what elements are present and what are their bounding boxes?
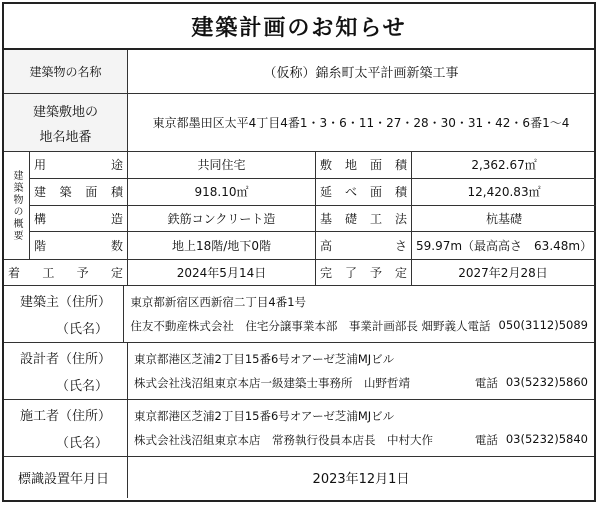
overview-item-label-char: 建 [34, 185, 47, 200]
overview-row [30, 152, 596, 179]
overview-item-label-right-char: 延 [320, 185, 333, 200]
overview-item-label-char: 積 [110, 185, 123, 200]
overview-label: 建築物の概要 [4, 152, 30, 259]
posted-date: 2023年12月1日 [312, 472, 410, 487]
builder-label-address: 施工者（住所） [20, 409, 112, 424]
owner-address: 東京都新宿区西新宿二丁目4番1号 [130, 295, 307, 309]
designer-label-address: 設計者（住所） [20, 352, 112, 367]
start-label-char: 予 [76, 266, 89, 280]
overview-item-label-char: 用 [34, 158, 47, 173]
builder-tel: 03(5232)5840 [505, 432, 588, 446]
site-label [4, 94, 128, 151]
end-label-char: 完 [320, 266, 333, 280]
end-label-char: 予 [369, 266, 382, 280]
end-label-char: 了 [344, 266, 357, 280]
owner-name: 住友不動産株式会社 住宅分譲事業本部 事業計画部長 畑野義人 [130, 319, 468, 333]
overview-item-label-right-char: 積 [394, 185, 407, 200]
overview-item-label-right [316, 179, 412, 205]
owner-info [124, 286, 594, 342]
overview-item-label-right-char: 地 [344, 158, 357, 173]
overview-item-value-right: 杭基礎 [486, 211, 523, 226]
designer-address: 東京都港区芝浦2丁目15番6号オアーゼ芝浦MJビル [134, 352, 395, 366]
site-label-line1: 建築敷地の [32, 104, 98, 120]
designer-name: 株式会社浅沼組東京本店一級建築士事務所 山野哲靖 [134, 376, 410, 390]
designer-label-name: （氏名） [56, 379, 109, 394]
overview-item-label [30, 232, 128, 259]
designer-tel-label: 電話 [474, 376, 498, 390]
overview-item-label [30, 206, 128, 232]
site-row [4, 94, 594, 152]
start-label-char: 着 [8, 266, 21, 280]
owner-label [4, 286, 124, 342]
overview-item-label-char: 面 [85, 185, 98, 200]
overview-item-label-right [316, 232, 412, 259]
overview-item-value: 鉄筋コンクリート造 [128, 206, 316, 232]
designer-info [128, 343, 594, 399]
overview-item-label-right-char: 面 [369, 185, 382, 200]
overview-row [30, 232, 596, 259]
overview-item-label-char: 造 [110, 211, 123, 226]
designer-row [4, 343, 594, 400]
notice-board [2, 2, 596, 502]
overview-item-label-right-char: 礎 [344, 211, 357, 226]
site-label-line2: 地名地番 [39, 129, 92, 145]
page-title: 建築計画のお知らせ [4, 4, 594, 50]
end-label [316, 260, 412, 285]
overview-item-label-right-char: 工 [369, 211, 382, 226]
site-value: 東京都墨田区太平4丁目4番1・3・6・11・27・28・30・31・42・6番1〜4 [152, 116, 570, 130]
schedule-row [4, 260, 594, 286]
owner-tel-label: 電話 [467, 319, 491, 333]
start-label [4, 260, 128, 285]
overview-item-label [30, 152, 128, 178]
overview-item-label-char: 築 [59, 185, 72, 200]
overview-item-label-right-char: 高 [320, 239, 333, 254]
overview-item-label [30, 179, 128, 205]
overview-item-value-right: 2,362.67㎡ [471, 158, 537, 173]
start-label-char: 工 [42, 266, 55, 280]
start-label-char: 定 [110, 266, 123, 280]
overview-block [4, 152, 594, 260]
end-label-char: 定 [394, 266, 407, 280]
builder-name: 株式会社浅沼組東京本店 常務執行役員本店長 中村大作 [134, 433, 433, 447]
overview-item-label-char: 構 [34, 211, 47, 226]
overview-item-label-right [316, 152, 412, 178]
overview-item-value: 918.10㎡ [128, 179, 316, 205]
builder-label-name: （氏名） [56, 436, 109, 451]
overview-item-label-char: 数 [110, 239, 123, 254]
overview-item-label-char: 途 [110, 158, 123, 173]
posted-row [4, 457, 594, 498]
overview-item-value: 共同住宅 [128, 152, 316, 178]
designer-tel: 03(5232)5860 [505, 375, 588, 389]
overview-item-value: 地上18階/地下0階 [128, 232, 316, 259]
owner-label-name: （氏名） [56, 322, 109, 337]
owner-tel: 050(3112)5089 [498, 318, 588, 332]
overview-row [30, 179, 596, 206]
builder-address: 東京都港区芝浦2丁目15番6号オアーゼ芝浦MJビル [134, 409, 395, 423]
overview-item-label-right-char: べ [344, 185, 357, 200]
overview-item-label-char: 階 [34, 239, 47, 254]
end-date: 2027年2月28日 [458, 266, 548, 280]
builder-row [4, 400, 594, 457]
owner-label-address: 建築主（住所） [20, 295, 112, 310]
overview-item-label-right-char: 面 [369, 158, 382, 173]
builder-label [4, 400, 128, 456]
owner-row [4, 286, 594, 343]
building-name-row [4, 50, 594, 94]
overview-table [30, 152, 596, 259]
posted-label: 標識設置年月日 [4, 457, 128, 498]
overview-item-label-right-char: 法 [394, 211, 407, 226]
designer-label [4, 343, 128, 399]
building-name-value: （仮称）錦糸町太平計画新築工事 [263, 66, 459, 81]
overview-item-label-right-char: 積 [394, 158, 407, 173]
builder-tel-label: 電話 [474, 433, 498, 447]
overview-item-label-right-char: 基 [320, 211, 333, 226]
building-name-label: 建築物の名称 [4, 50, 128, 93]
overview-item-label-right-char: さ [394, 239, 407, 254]
overview-item-value-right: 59.97m（最高高さ 63.48m） [416, 239, 593, 254]
builder-info [128, 400, 594, 456]
start-date: 2024年5月14日 [128, 260, 316, 285]
overview-item-label-right [316, 206, 412, 232]
overview-row [30, 206, 596, 233]
overview-item-value-right: 12,420.83㎡ [467, 185, 541, 200]
overview-item-label-right-char: 敷 [320, 158, 333, 173]
